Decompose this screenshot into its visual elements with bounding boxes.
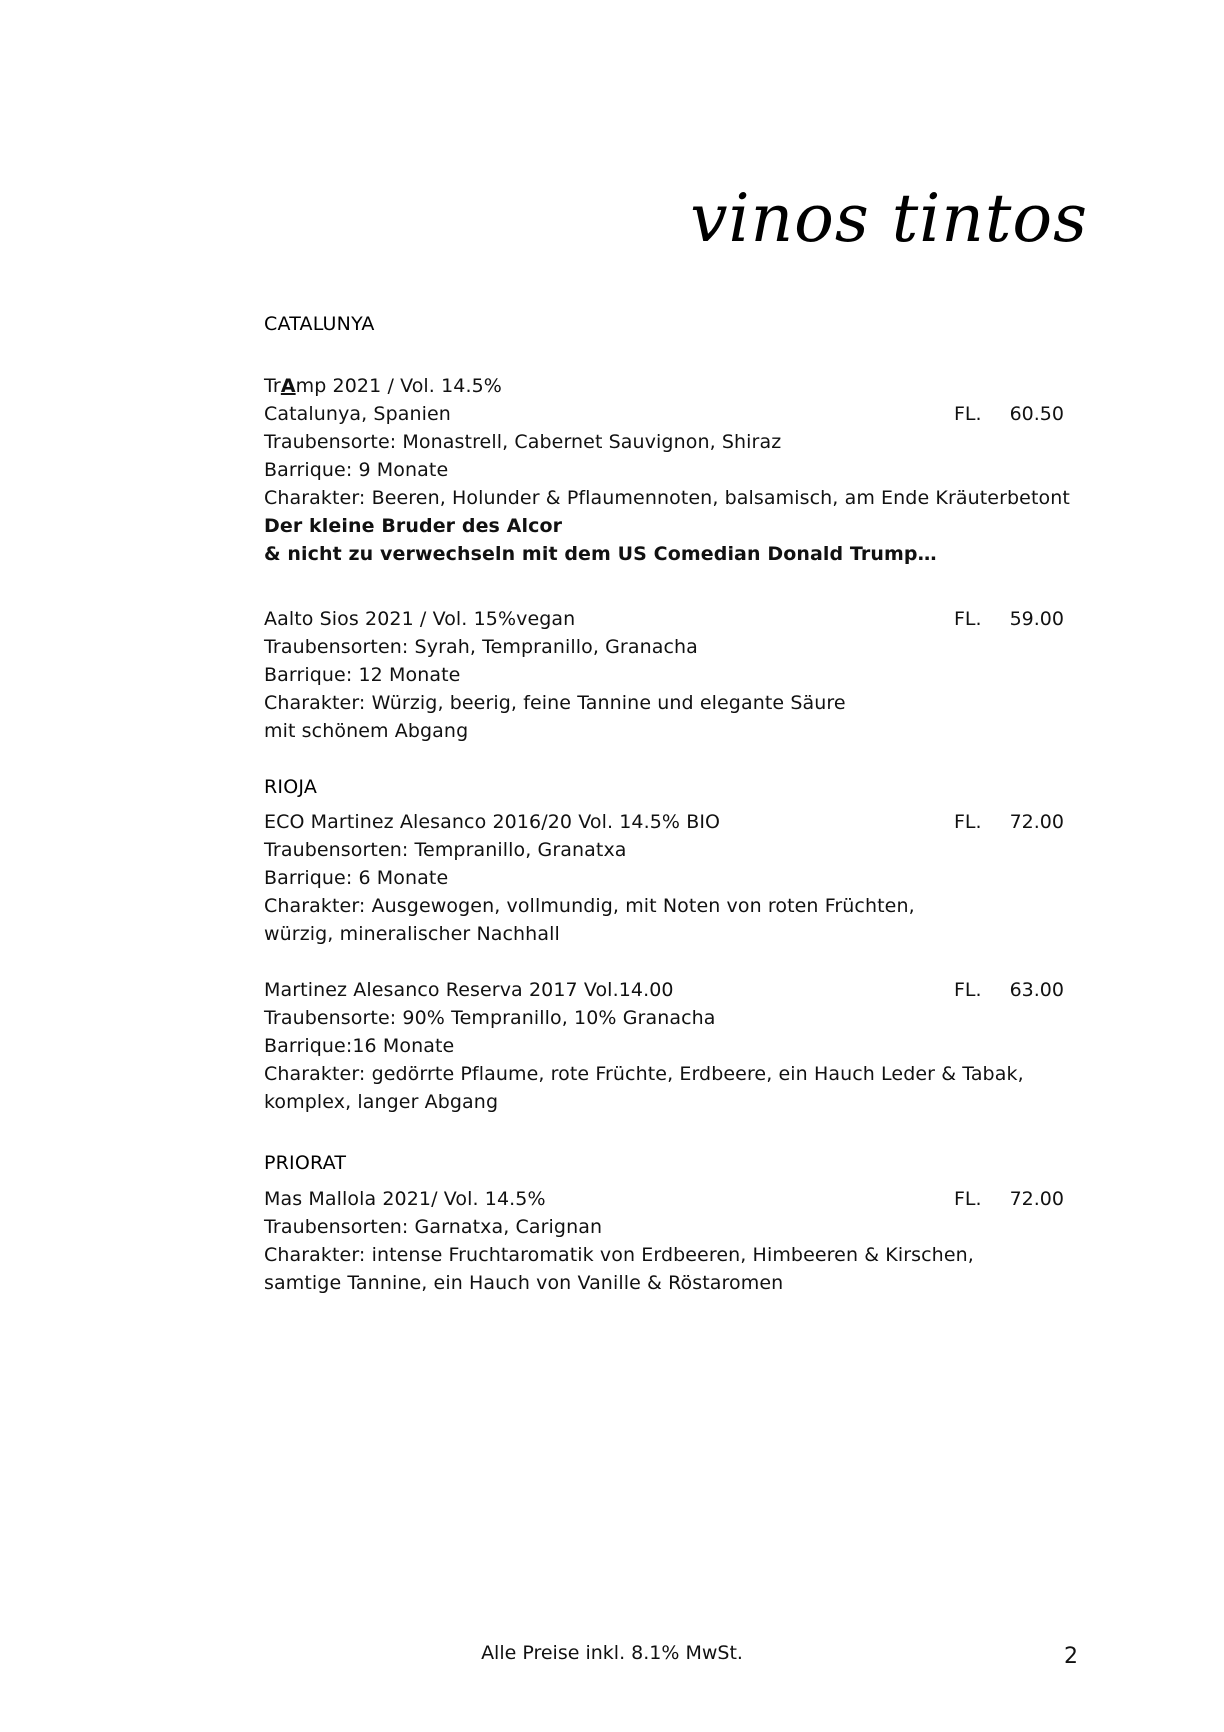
wine-name: TrAmp 2021 / Vol. 14.5%	[264, 375, 502, 397]
wine-detail: würzig, mineralischer Nachhall	[264, 923, 560, 945]
wine-detail: Barrique: 9 Monate	[264, 459, 449, 481]
wine-detail: Traubensorten: Garnatxa, Carignan	[264, 1216, 603, 1238]
wine-detail: samtige Tannine, ein Hauch von Vanille & Röstaromen	[264, 1272, 784, 1294]
wine-name: Aalto Sios 2021 / Vol. 15%vegan	[264, 608, 576, 630]
wine-detail: Barrique:16 Monate	[264, 1035, 455, 1057]
page-title: vinos tintos	[690, 180, 1088, 257]
wine-detail: Traubensorten: Syrah, Tempranillo, Granacha	[264, 636, 698, 658]
unit-label: FL.	[954, 1188, 982, 1210]
unit-label: FL.	[954, 811, 982, 833]
wine-detail: Charakter: Beeren, Holunder & Pflaumennoten, balsamisch, am Ende Kräuterbetont	[264, 487, 1070, 509]
wine-price: 72.00	[1009, 811, 1064, 833]
wine-name: ECO Martinez Alesanco 2016/20 Vol. 14.5% BIO	[264, 811, 721, 833]
wine-detail: komplex, langer Abgang	[264, 1091, 499, 1113]
wine-price: 60.50	[1009, 403, 1064, 425]
wine-detail: mit schönem Abgang	[264, 720, 469, 742]
region-heading-rioja: RIOJA	[264, 776, 318, 798]
wine-origin: Catalunya, Spanien	[264, 403, 451, 425]
wine-note: & nicht zu verwechseln mit dem US Comedian Donald Trump…	[264, 543, 937, 565]
region-heading-catalunya: CATALUNYA	[264, 313, 375, 335]
wine-detail: Charakter: gedörrte Pflaume, rote Früchte, Erdbeere, ein Hauch Leder & Tabak,	[264, 1063, 1024, 1085]
wine-detail: Traubensorten: Tempranillo, Granatxa	[264, 839, 627, 861]
unit-label: FL.	[954, 403, 982, 425]
unit-label: FL.	[954, 608, 982, 630]
wine-detail: Barrique: 12 Monate	[264, 664, 461, 686]
region-heading-priorat: PRIORAT	[264, 1152, 347, 1174]
wine-name: Martinez Alesanco Reserva 2017 Vol.14.00	[264, 979, 674, 1001]
wine-price: 59.00	[1009, 608, 1064, 630]
wine-detail: Charakter: intense Fruchtaromatik von Erdbeeren, Himbeeren & Kirschen,	[264, 1244, 974, 1266]
wine-name: Mas Mallola 2021/ Vol. 14.5%	[264, 1188, 546, 1210]
wine-detail: Charakter: Ausgewogen, vollmundig, mit Noten von roten Früchten,	[264, 895, 915, 917]
wine-detail: Traubensorte: Monastrell, Cabernet Sauvignon, Shiraz	[264, 431, 782, 453]
wine-detail: Barrique: 6 Monate	[264, 867, 449, 889]
wine-price: 63.00	[1009, 979, 1064, 1001]
page-number: 2	[1064, 1644, 1078, 1669]
footer-vat-note: Alle Preise inkl. 8.1% MwSt.	[481, 1642, 743, 1664]
wine-note: Der kleine Bruder des Alcor	[264, 515, 563, 537]
unit-label: FL.	[954, 979, 982, 1001]
wine-detail: Traubensorte: 90% Tempranillo, 10% Granacha	[264, 1007, 716, 1029]
wine-detail: Charakter: Würzig, beerig, feine Tannine und elegante Säure	[264, 692, 846, 714]
wine-price: 72.00	[1009, 1188, 1064, 1210]
